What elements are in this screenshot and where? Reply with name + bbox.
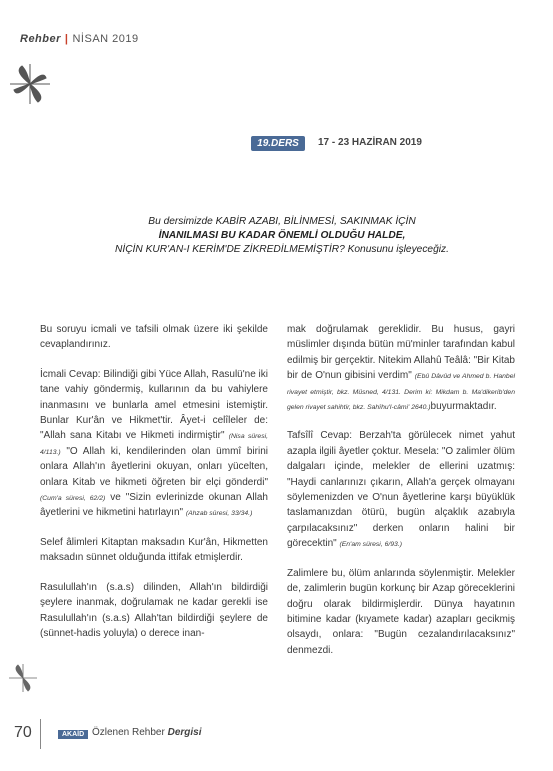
- paragraph-text: mak doğrulamak gereklidir. Bu husus, gayri müslimler dışında bütün mü'minler tarafından kabul edilmiş bir gerçektir. Nitekim Allahû Teâlâ: "Bir Kitab bir de O'nun gibisini verdim": [287, 324, 515, 382]
- paragraph: [40, 367, 268, 521]
- paragraph: [287, 322, 515, 414]
- running-header: [20, 33, 139, 45]
- brand-name: Rehber: [20, 33, 61, 45]
- lesson-intro: [82, 215, 482, 257]
- section-tag: AKAİD: [58, 730, 88, 739]
- corner-ornament-icon: [10, 62, 50, 106]
- intro-line-3: NİÇİN KUR'AN-I KERİM'DE ZİKREDİLMEMİŞTİR? Konusunu işleyeceğiz.: [115, 244, 449, 255]
- lesson-dates: 17 - 23 HAZİRAN 2019: [318, 137, 422, 148]
- citation: (En'am süresi, 6/93.): [339, 541, 402, 549]
- footer-divider: [40, 719, 41, 749]
- citation: (Nisa süresi, 4/113.): [40, 433, 268, 456]
- paragraph: Bu soruyu icmali ve tafsili olmak üzere iki şekilde cevaplandırınız.: [40, 324, 268, 351]
- citation: (Ahzab süresi, 33/34.): [185, 510, 253, 518]
- paragraph: Zalimlere bu, ölüm anlarında söylenmiştir. Melekler de, zalimlerin bugün korkunç bir Azap göreceklerini doğru olarak bildirmişlerdir. Dünya hayatının bitimine kadar (kıyamete kadar) azapları gecikmiş olsaydı, onlara: "Bugün cezalandırılacaksınız" denmezdi.: [287, 567, 515, 656]
- magazine-title: [92, 727, 202, 738]
- magazine-name-bold: Dergisi: [167, 727, 202, 738]
- paragraph: Selef âlimleri Kitaptan maksadın Kur'ân, Hikmetten maksadın sünnet olduğunda ittifak etmişlerdir.: [40, 536, 268, 564]
- citation: (Cum'a süresi, 62/2): [40, 495, 106, 503]
- lesson-number-badge: 19.DERS: [251, 136, 305, 151]
- paragraph-text: Tafsîlî Cevap: Berzah'ta görülecek nimet yahut azapla ilgili âyetler çoktur. Mesela: "O zalimler ölüm dalgaları içinde, melekler de ellerini uzatmış: "Haydi canlarınızı çıkarın, Allah'a gerçek olmayanı söylemenizden ve O'nun âyetlerine karşı büyüklük taslamanızdan ötürü, bugün alçaklık azabıyla çarpılacaksınız" derken onların halini bir görecektin": [287, 430, 515, 550]
- intro-line-1: Bu dersimizde KABİR AZABI, BİLİNMESİ, SAKINMAK İÇİN: [148, 216, 416, 227]
- corner-ornament-icon: [8, 662, 38, 694]
- page-number: 70: [14, 724, 32, 741]
- right-column: [287, 322, 515, 672]
- paragraph-text: buyurmaktadır.: [430, 401, 497, 413]
- left-column: [40, 322, 268, 655]
- paragraph-text: ve "Sizin evlerinizde okunan Allah âyetlerini ve hikmetini hatırlayın": [40, 492, 268, 519]
- paragraph-text: İcmali Cevap: Bilindiği gibi Yüce Allah, Rasulü'ne iki tane vahiy göndermiş, kullarının da bu vahiylere inanmasını ve bunlarla amel etmesini istemiştir. Bunlar Kur'ân ve Hikmet'tir. Âyet-i celîleler de: "Allah sana Kitabı ve Hikmeti indirmiştir": [40, 368, 268, 442]
- citation: (Ebû Dâvûd ve Ahmed b. Hanbel rivayet etmiştir, bkz. Müsned, 4/131. Derim ki: Mikdam b. Ma'dikerib'den gelen rivayet sahihtir, bkz. Sahîhu'l-câmi' 2640.): [287, 373, 515, 412]
- header-separator: |: [64, 33, 69, 45]
- magazine-name: Özlenen Rehber: [92, 727, 165, 738]
- paragraph: Rasulullah'ın (s.a.s) dilinden, Allah'ın bildirdiği şeylere inanmak, doğrulamak ne kadar gerekli ise Rasulullah'ın (s.a.s) Allah'tan bildirdiği şeylere de (sünnet-hadis yoluyla) o derece inan-: [40, 581, 268, 639]
- paragraph-text: "O Allah ki, kendilerinden olan ümmî birini onlara Allah'ın âyetlerini okuyan, onları yücelten, onlara Kitab ve hikmeti öğreten bir elçi gönderdi": [40, 445, 268, 488]
- issue-date: NİSAN 2019: [72, 33, 139, 45]
- paragraph: [287, 428, 515, 551]
- intro-line-2: İNANILMASI BU KADAR ÖNEMLİ OLDUĞU HALDE,: [158, 230, 406, 241]
